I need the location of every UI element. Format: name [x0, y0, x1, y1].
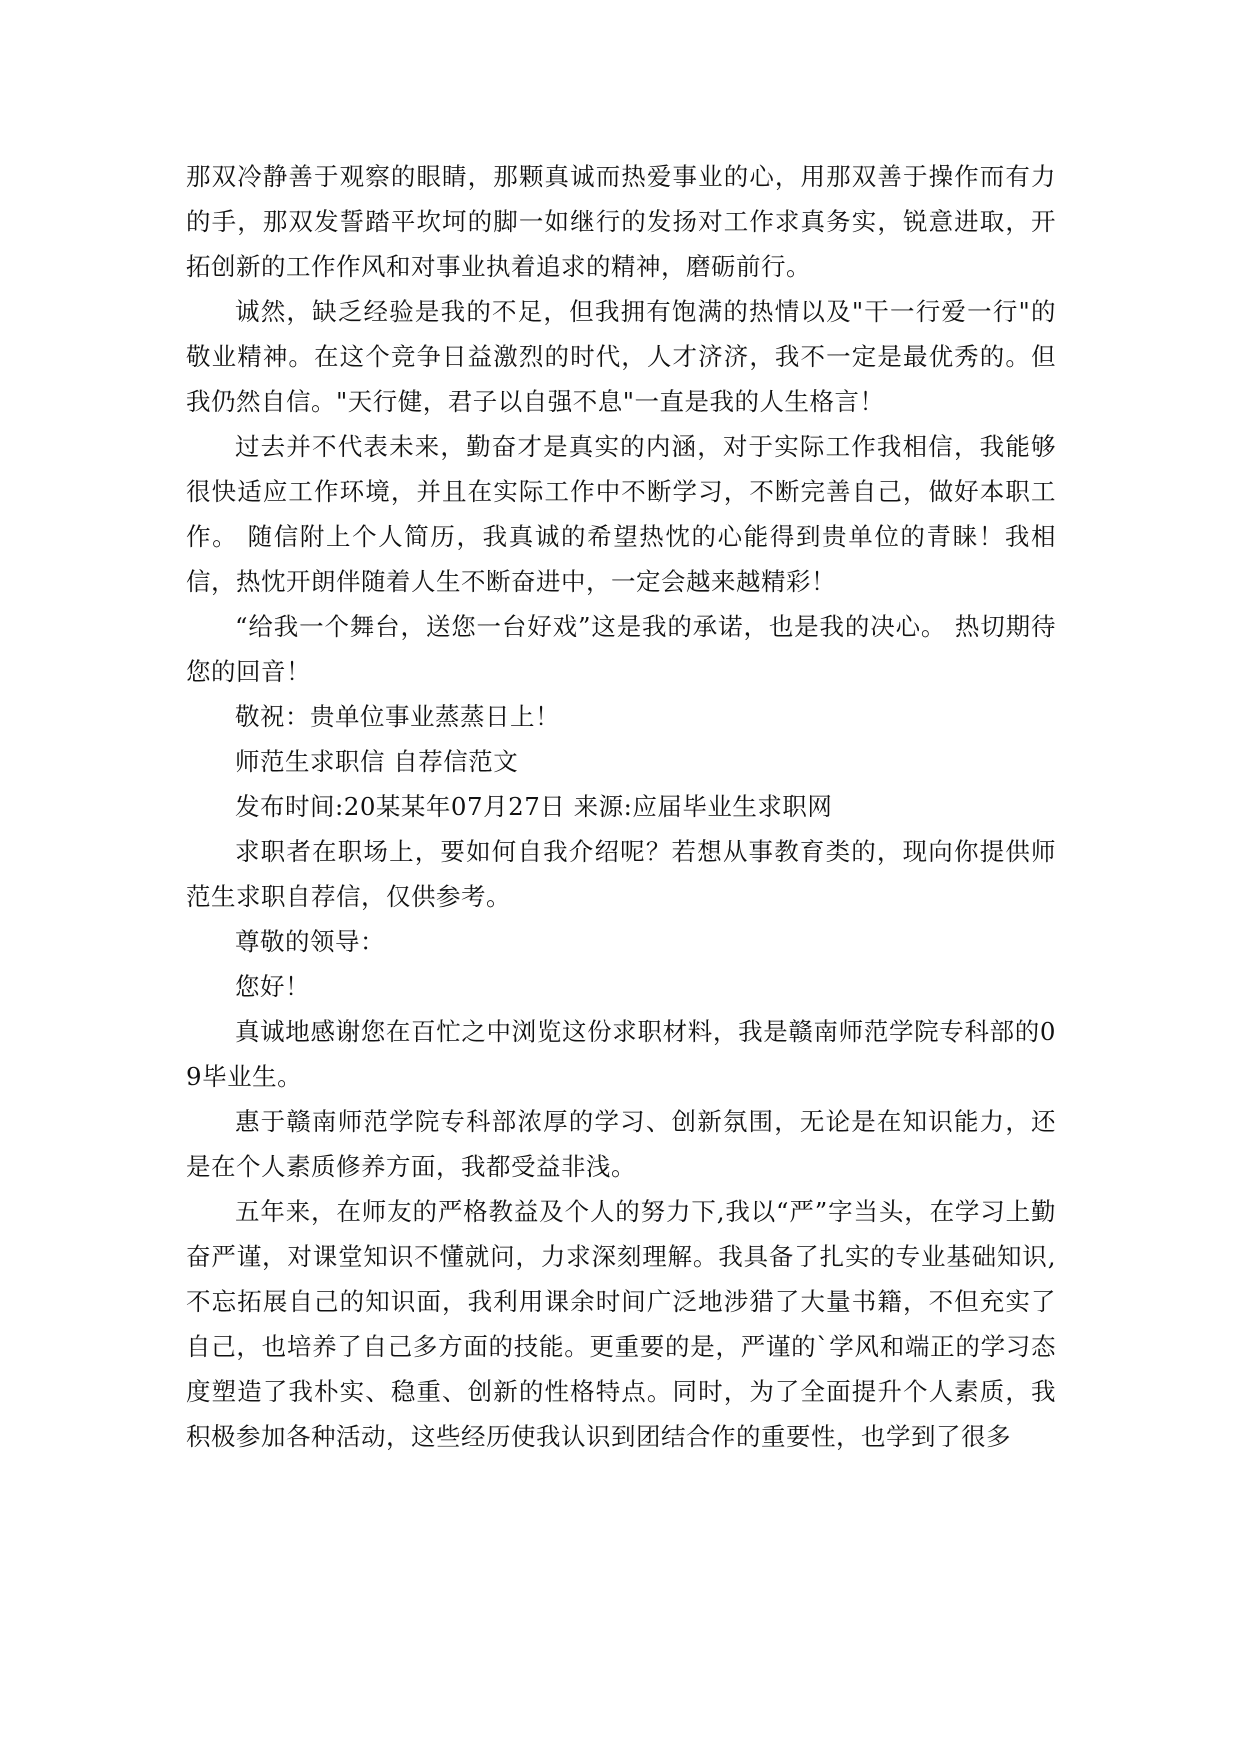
salutation: 尊敬的领导： — [235, 927, 385, 956]
paragraph-thanks: 真诚地感谢您在百忙之中浏览这份求职材料，我是赣南师范学院专科部的09毕业生。 — [186, 1017, 1056, 1091]
paragraph-school: 惠于赣南师范学院专科部浓厚的学习、创新氛围，无论是在知识能力，还是在个人素质修养方面，我都受益非浅。 — [186, 1107, 1056, 1181]
document-body — [186, 154, 1056, 1459]
paragraph-promise: “给我一个舞台，送您一台好戏”这是我的承诺，也是我的决心。 热切期待您的回音！ — [186, 612, 1056, 686]
paragraph-lack-of-experience: 诚然，缺乏经验是我的不足，但我拥有饱满的热情以及"干一行爱一行"的敬业精神。在这个竞争日益激烈的时代，人才济济，我不一定是最优秀的。但我仍然自信。"天行健，君子以自强不息"一直是我的人生格言！ — [186, 297, 1056, 416]
paragraph-five-years: 五年来，在师友的严格教益及个人的努力下,我以“严”字当头，在学习上勤奋严谨，对课堂知识不懂就问，力求深刻理解。我具备了扎实的专业基础知识,不忘拓展自己的知识面，我利用课余时间广泛地涉猎了大量书籍，不但充实了自己，也培养了自己多方面的技能。更重要的是，严谨的`学风和端正的学习态度塑造了我朴实、稳重、创新的性格特点。同时，为了全面提升个人素质，我积极参加各种活动，这些经历使我认识到团结合作的重要性，也学到了很多 — [186, 1197, 1056, 1451]
paragraph-regards: 敬祝：贵单位事业蒸蒸日上！ — [235, 702, 560, 731]
paragraph-past-and-future: 过去并不代表未来，勤奋才是真实的内涵，对于实际工作我相信，我能够很快适应工作环境，并且在实际工作中不断学习，不断完善自己，做好本职工作。 随信附上个人简历，我真诚的希望热忱的心能得到贵单位的青睐！我相信，热忱开朗伴随着人生不断奋进中，一定会越来越精彩！ — [186, 432, 1056, 596]
article-title: 师范生求职信 自荐信范文 — [235, 747, 519, 776]
publish-info: 发布时间:20某某年07月27日 来源:应届毕业生求职网 — [235, 792, 833, 821]
paragraph-intro: 求职者在职场上，要如何自我介绍呢？若想从事教育类的，现向你提供师范生求职自荐信，仅供参考。 — [186, 837, 1056, 911]
paragraph-continuation: 那双冷静善于观察的眼睛，那颗真诚而热爱事业的心，用那双善于操作而有力的手，那双发誓踏平坎坷的脚一如继行的发扬对工作求真务实，锐意进取，开拓创新的工作作风和对事业执着追求的精神，磨砺前行。 — [186, 162, 1056, 281]
greeting: 您好！ — [235, 972, 310, 1001]
